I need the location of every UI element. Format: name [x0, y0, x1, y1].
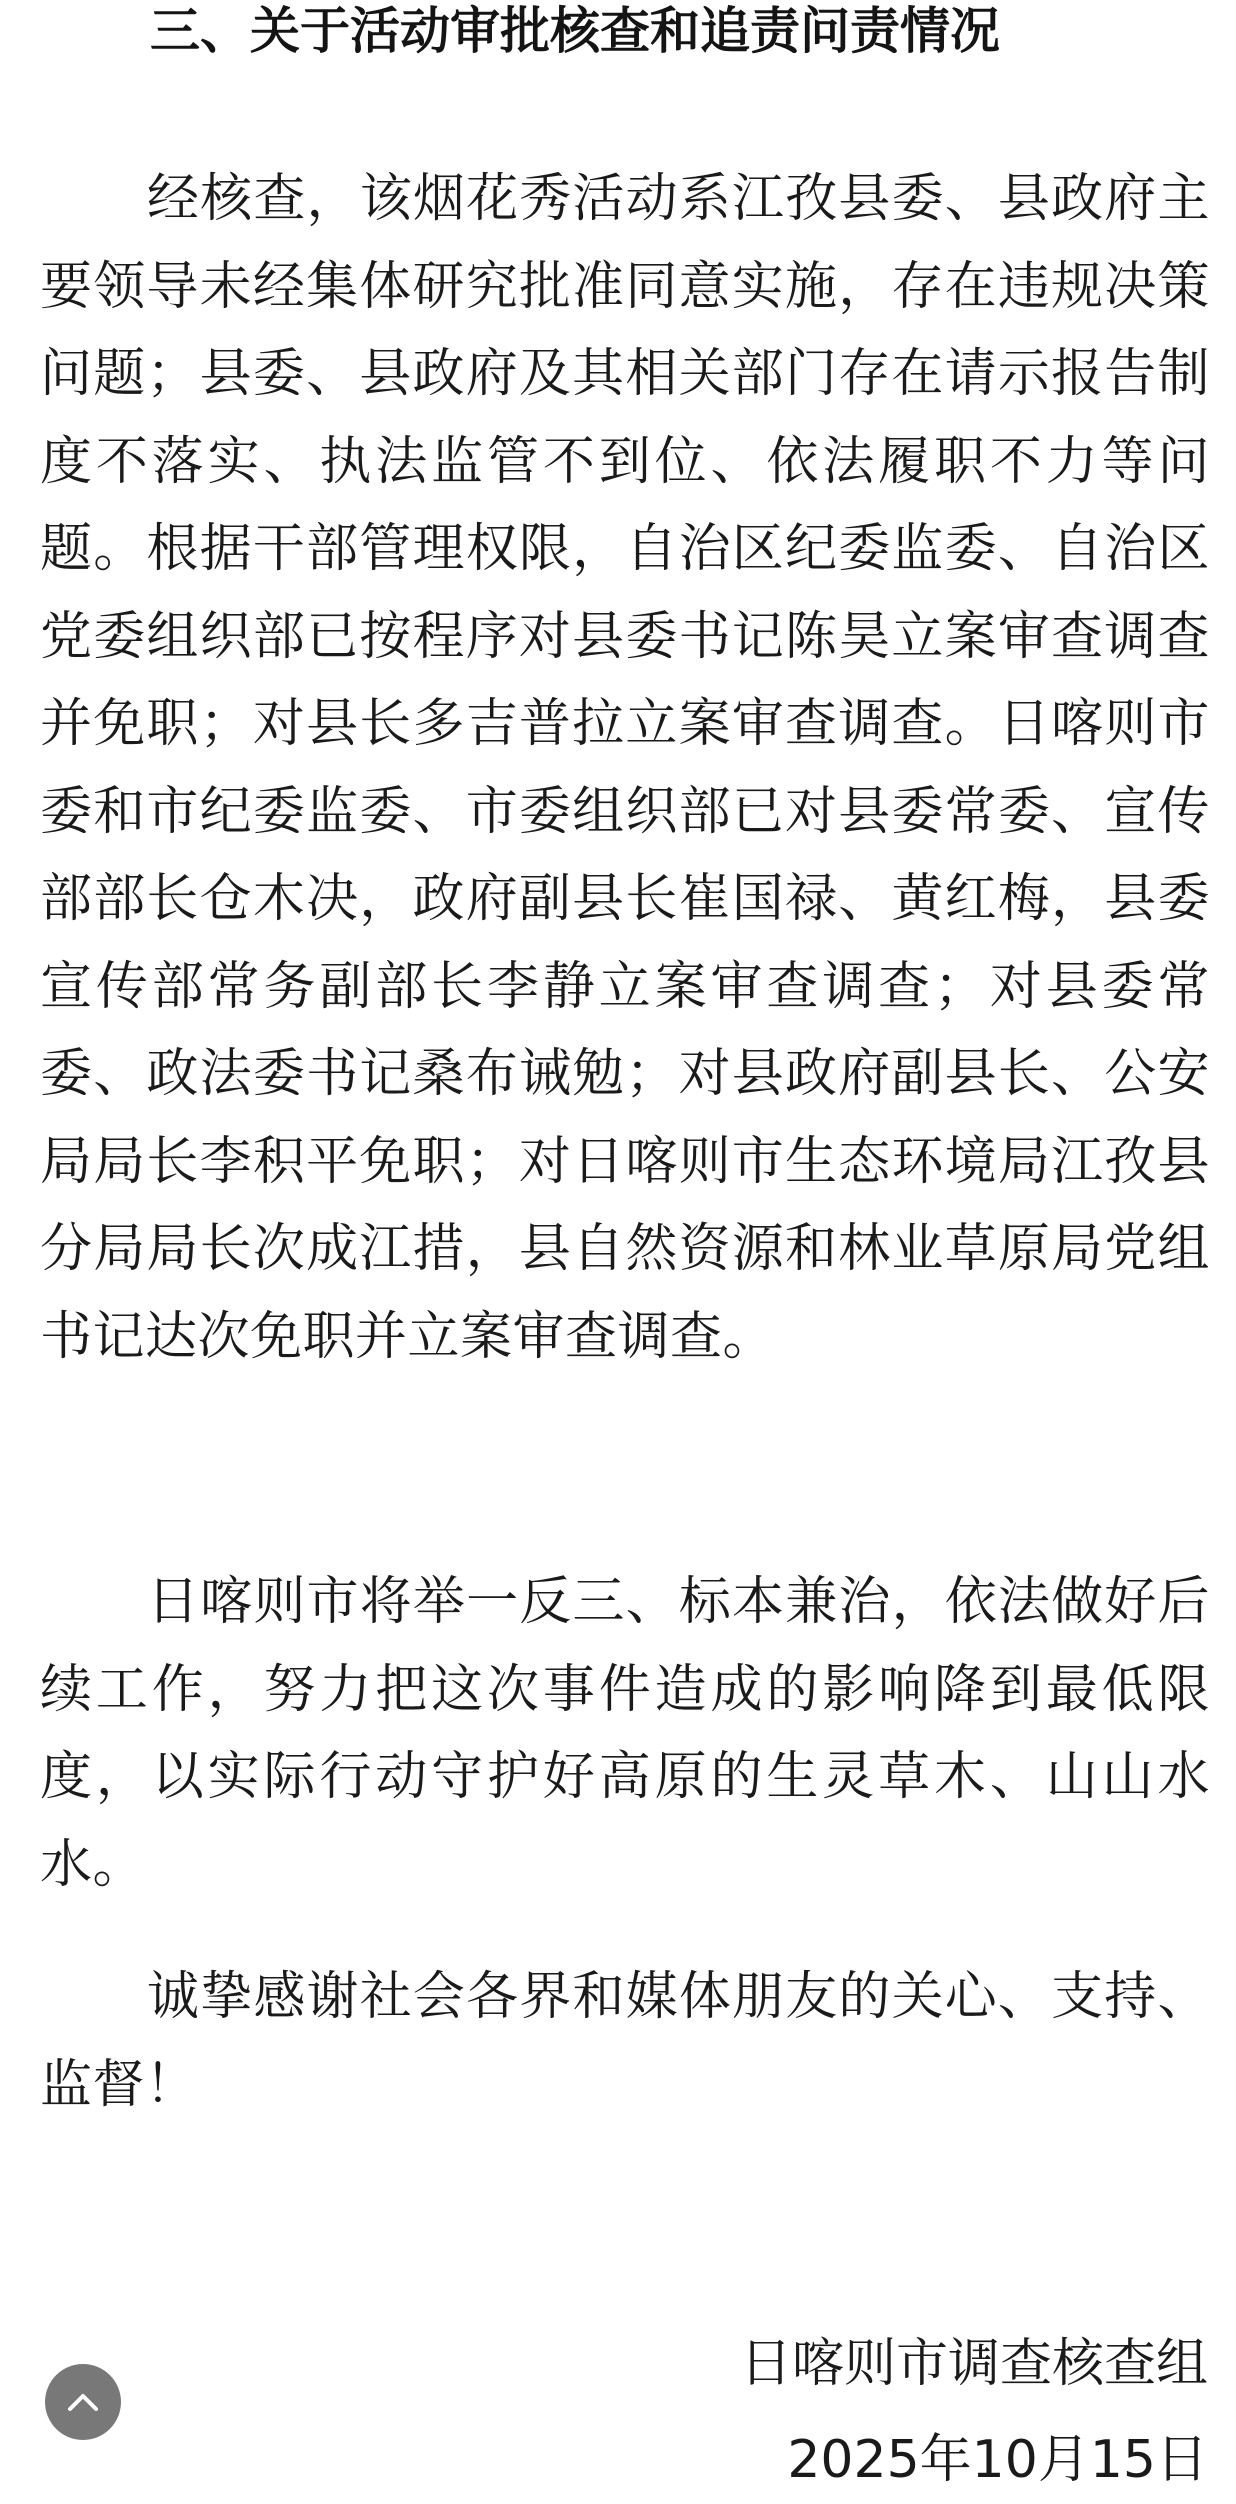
chevron-up-icon [66, 2391, 100, 2413]
section-heading: 三、关于活动审批核查和追责问责情况 [150, 2, 1000, 60]
signature-organization: 日喀则市调查核查组 [739, 2334, 1208, 2394]
paragraph-accountability: 经核查，该烟花秀活动系江孜县委、县政府主要领导未经集体研究批准同意实施，存在违规决策问题；县委、县政府及其相关部门存在请示报告制度不落实、执法监管不到位、依法履职不力等问题。根据干部管理权限，自治区纪委监委、自治区党委组织部已按程序对县委书记陈昊立案审查调查并免职；对县长多吉普拉立案审查调查。日喀则市委和市纪委监委、市委组织部已对县委常委、宣传部部长仓木决，政府副县长崔国禄、黄红梅，县委宣传部常务副部长李静立案审查调查；对县委常委、政法委书记桑布诫勉；对县政府副县长、公安局局长李积平免职；对日喀则市生态环境局江孜县分局局长次成江措，县自然资源和林业草原局党组书记达次免职并立案审查调查。 [40, 169, 1210, 1367]
scroll-to-top-button[interactable] [45, 2364, 121, 2440]
paragraph-follow-up: 日喀则市将举一反三、标本兼治，依法做好后续工作，努力把这次事件造成的影响降到最低限度，以实际行动守护好高原的生灵草木、山山水水。 [40, 1572, 1210, 1895]
signature-date: 2025年10月15日 [787, 2430, 1208, 2490]
paragraph-thanks: 诚挚感谢社会各界和媒体朋友的关心、支持、监督！ [40, 1967, 1210, 2115]
